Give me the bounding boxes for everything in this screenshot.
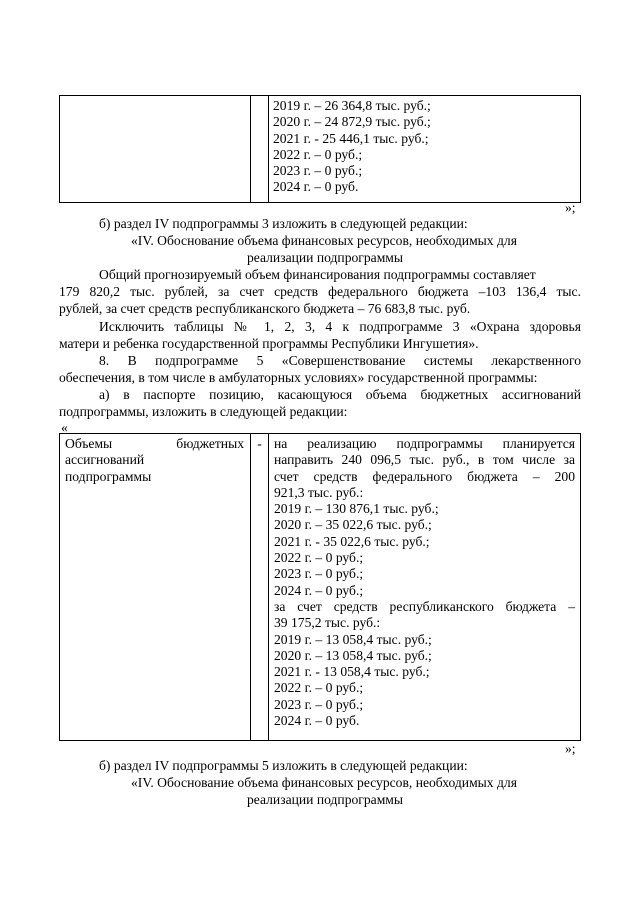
exclude-line: матери и ребенка государственной программы Республики Ингушетия». — [59, 336, 479, 351]
closing-quote-2: »; — [565, 741, 576, 756]
budget-table — [59, 433, 581, 741]
section-heading-line2: реализации подпрограммы — [247, 250, 404, 265]
item-a-line: а) в паспорте позицию, касающуюся объема бюджетных ассигнований — [99, 387, 581, 402]
table-continuation — [59, 95, 581, 203]
table2-line: 2023 г. – 0 руб.; — [274, 566, 364, 582]
table2-line: счет средств федерального бюджета – 200 — [274, 468, 575, 484]
section-heading2-line1: «IV. Обоснование объема финансовых ресурсов, необходимых для — [131, 775, 517, 790]
table2-line: 2019 г. – 13 058,4 тыс. руб.; — [274, 631, 432, 647]
table1-line: 2020 г. – 24 872,9 тыс. руб.; — [273, 114, 431, 130]
table1-empty-cell — [60, 96, 251, 203]
paragraph-b-section5: б) раздел IV подпрограммы 5 изложить в следующей редакции: — [99, 758, 468, 773]
table2-line: 2021 г. - 13 058,4 тыс. руб.; — [274, 664, 430, 680]
item8-line: 8. В подпрограмме 5 «Совершенствование системы лекарственного — [99, 353, 581, 368]
opening-quote: « — [61, 420, 68, 435]
item8-line: обеспечения, в том числе в амбулаторных условиях» государственной программы: — [59, 370, 538, 385]
table1-line: 2019 г. – 26 364,8 тыс. руб.; — [273, 98, 431, 113]
table1-values-cell — [269, 96, 581, 203]
table1-dash-cell — [251, 96, 269, 203]
table2-line: за счет средств республиканского бюджета – — [274, 598, 575, 614]
paragraph-b-section3: б) раздел IV подпрограммы 3 изложить в следующей редакции: — [99, 216, 468, 231]
table2-line: 2022 г. – 0 руб.; — [274, 680, 364, 696]
table2-line: на реализацию подпрограммы планируется — [274, 436, 575, 451]
table2-line: 2021 г. - 35 022,6 тыс. руб.; — [274, 533, 430, 549]
table2-line: 921,3 тыс. руб.: — [274, 484, 364, 500]
table2-line: 2020 г. – 35 022,6 тыс. руб.; — [274, 517, 432, 533]
table2-label-cell — [60, 434, 251, 741]
table2-line: 2024 г. – 0 руб.; — [274, 582, 364, 598]
table2-values-cell — [269, 434, 581, 741]
table2-line: 2024 г. – 0 руб. — [274, 713, 360, 729]
table2-label-line: подпрограммы — [65, 468, 152, 484]
table2-line: 39 175,2 тыс. руб.: — [274, 615, 381, 631]
table2-line: 2020 г. – 13 058,4 тыс. руб.; — [274, 647, 432, 663]
table2-label-line: Объемы бюджетных — [65, 436, 244, 451]
item-a-line: подпрограммы, изложить в следующей редакции: — [59, 404, 348, 419]
funding-line: 179 820,2 тыс. рублей, за счет средств федерального бюджета –103 136,4 тыс. — [59, 284, 581, 299]
table1-line: 2023 г. – 0 руб.; — [273, 163, 363, 179]
table2-line: 2019 г. – 130 876,1 тыс. руб.; — [274, 501, 439, 517]
exclude-line: Исключить таблицы № 1, 2, 3, 4 к подпрограмме 3 «Охрана здоровья — [99, 319, 581, 334]
table1-line: 2021 г. - 25 446,1 тыс. руб.; — [273, 130, 429, 146]
section-heading2-line2: реализации подпрограммы — [247, 792, 404, 807]
table2-label-line: ассигнований — [65, 452, 145, 468]
closing-quote-1: »; — [565, 200, 576, 215]
table1-line: 2022 г. – 0 руб.; — [273, 146, 363, 162]
table2-line: направить 240 096,5 тыс. руб., в том числе за — [274, 452, 575, 468]
table2-dash-cell — [251, 434, 269, 741]
table2-dash: - — [257, 436, 262, 451]
table2-line: 2022 г. – 0 руб.; — [274, 550, 364, 566]
section-heading-line1: «IV. Обоснование объема финансовых ресурсов, необходимых для — [131, 233, 517, 248]
funding-line: рублей, за счет средств республиканского бюджета – 76 683,8 тыс. руб. — [59, 301, 471, 316]
funding-line: Общий прогнозируемый объем финансирования подпрограммы составляет — [99, 267, 536, 282]
table1-line: 2024 г. – 0 руб. — [273, 179, 359, 195]
table2-line: 2023 г. – 0 руб.; — [274, 696, 364, 712]
